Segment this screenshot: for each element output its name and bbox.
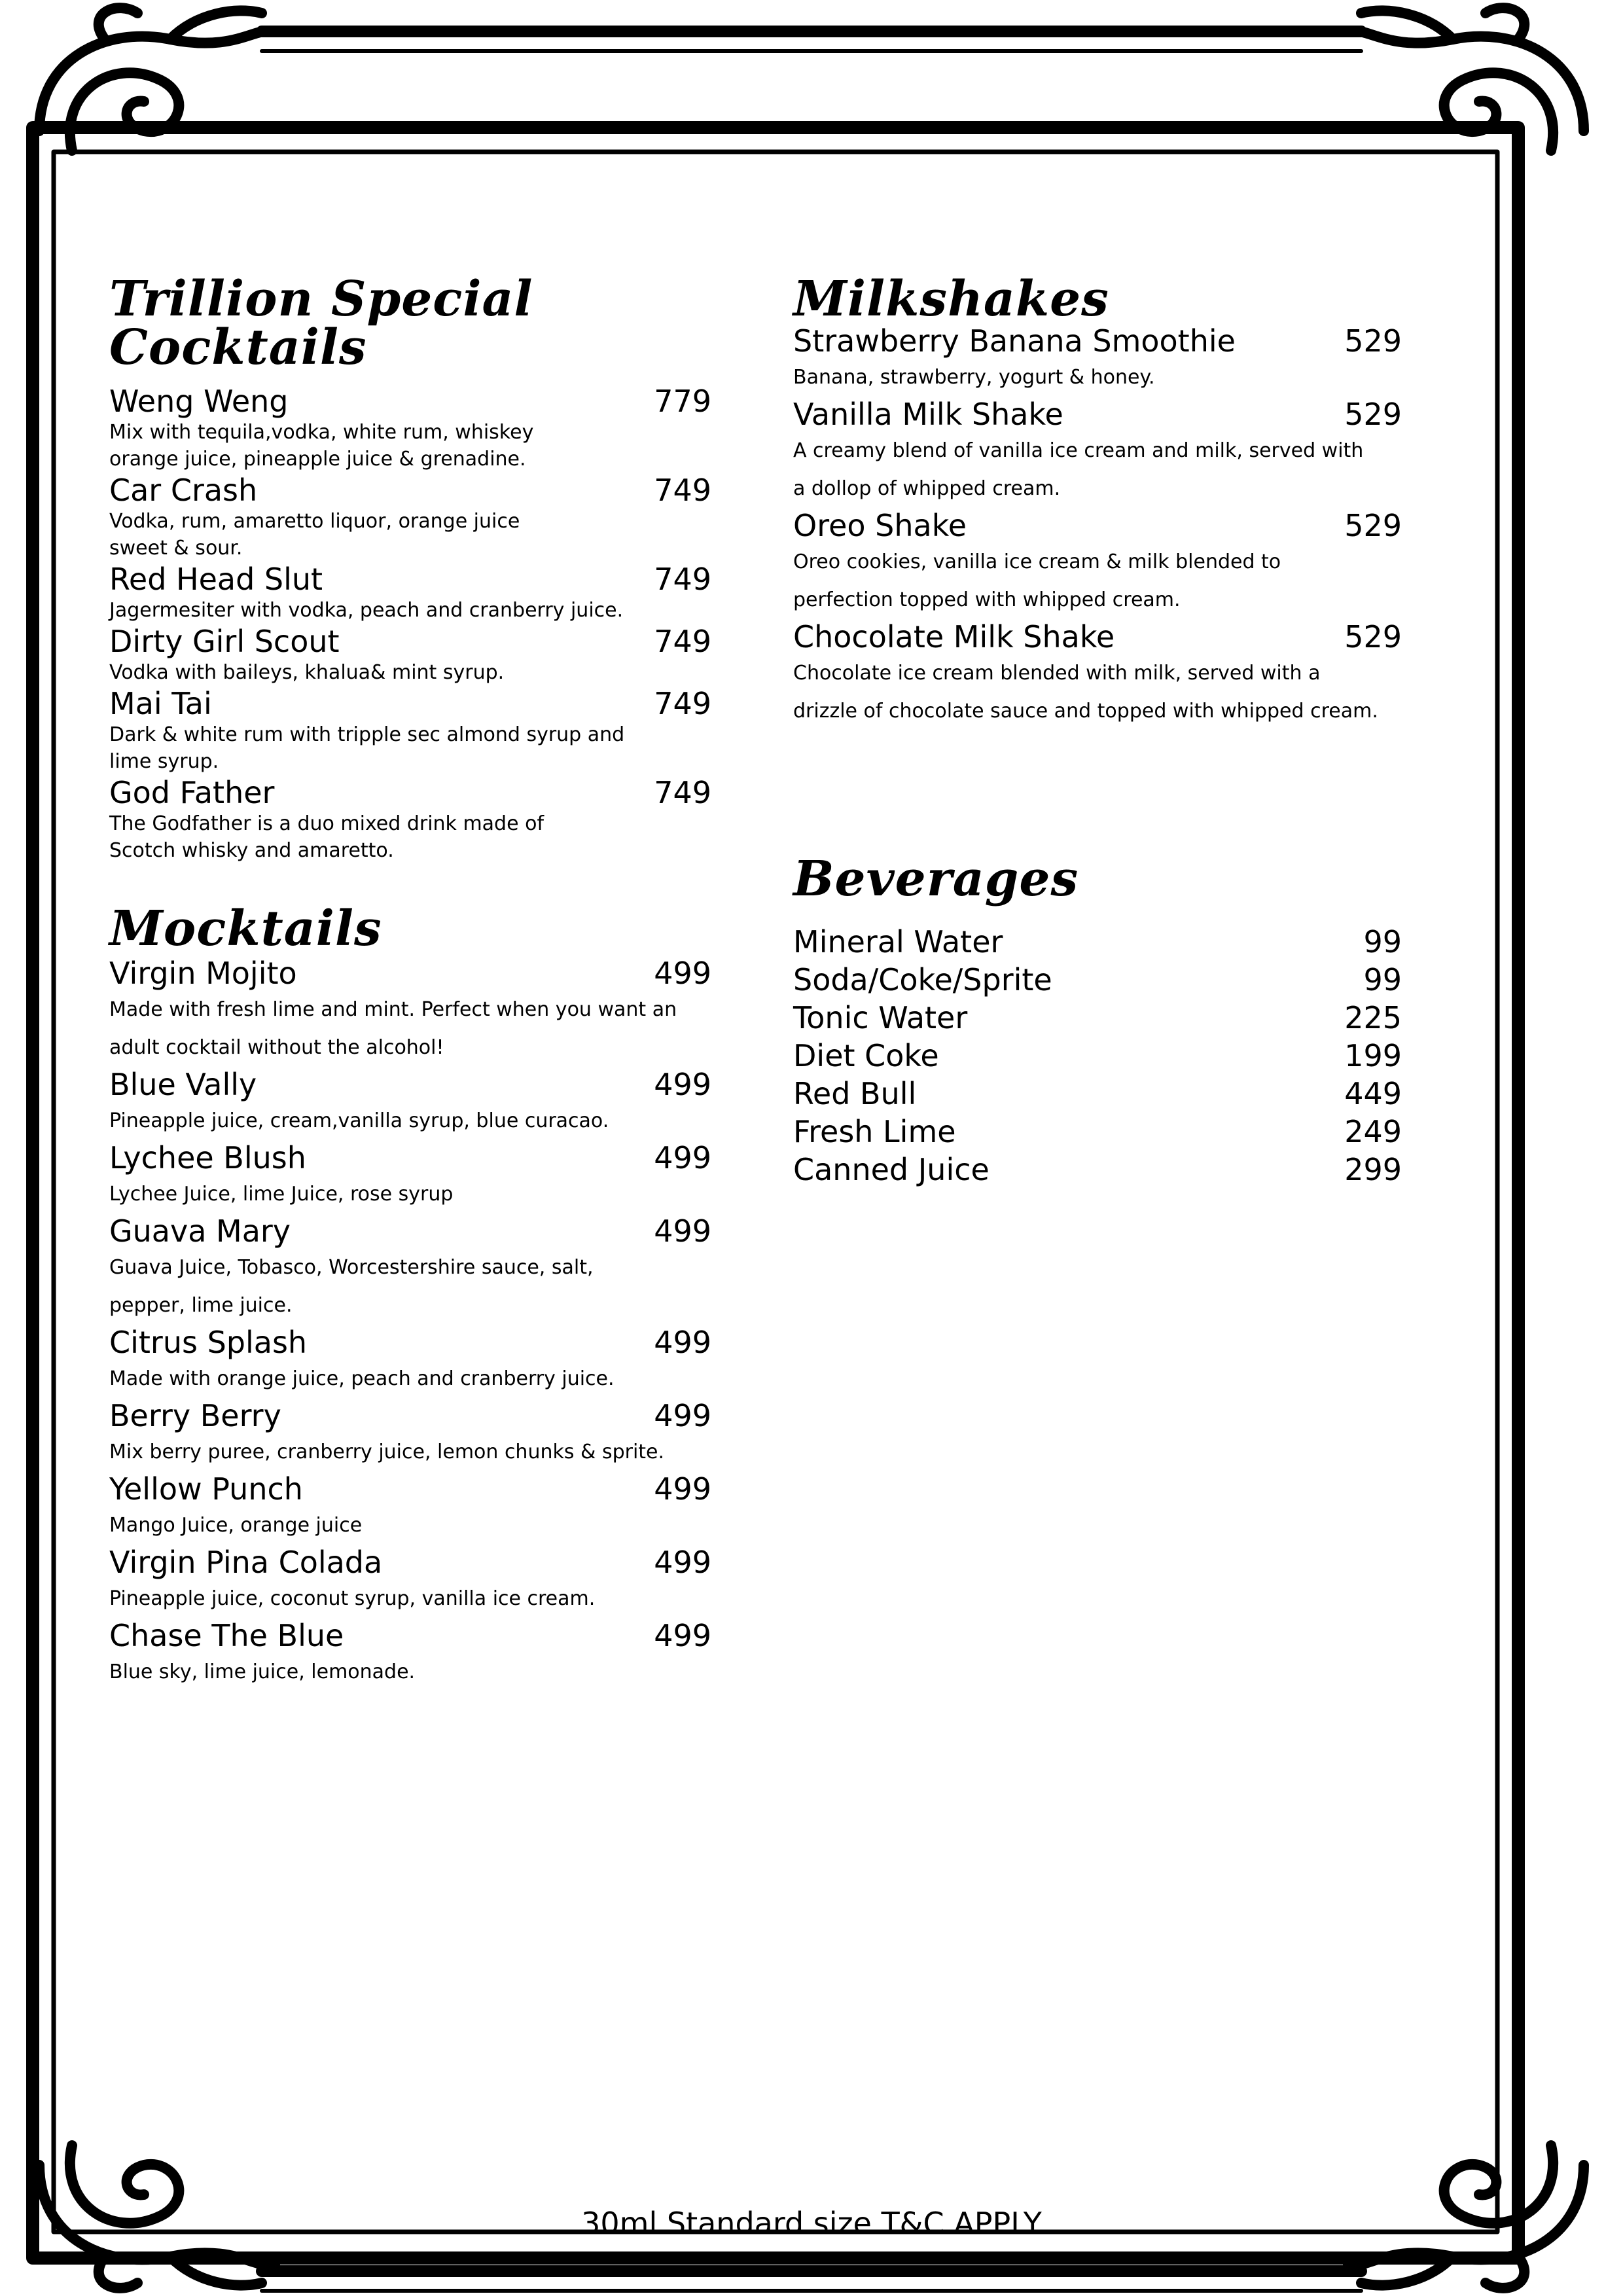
item-description: Oreo cookies, vanilla ice cream & milk blended to	[793, 550, 1281, 573]
item-description: Vodka with baileys, khalua& mint syrup.	[109, 661, 505, 684]
item-description: Made with fresh lime and mint. Perfect when you want an	[109, 998, 677, 1021]
item-name: Mai Tai	[109, 686, 212, 721]
item-name: Dirty Girl Scout	[109, 624, 340, 659]
item-price: 499	[654, 1471, 711, 1507]
menu-item	[109, 562, 711, 624]
item-price: 749	[654, 686, 711, 721]
menu-item-header	[109, 562, 711, 597]
menu-item-header	[793, 323, 1402, 359]
menu-item-header	[109, 956, 711, 991]
menu-item	[109, 473, 711, 562]
milkshakes-section	[793, 271, 1402, 730]
beverage-price: 99	[1363, 924, 1402, 960]
item-name: Oreo Shake	[793, 508, 967, 543]
beverage-name: Tonic Water	[793, 1000, 968, 1035]
menu-item-header	[109, 1545, 711, 1580]
menu-item-header	[109, 1398, 711, 1433]
item-name: Virgin Mojito	[109, 956, 297, 991]
menu-item-header	[109, 1140, 711, 1175]
menu-item	[109, 1398, 711, 1471]
item-name: Citrus Splash	[109, 1325, 308, 1360]
item-description: Mix with tequila,vodka, white rum, whiskey	[109, 421, 534, 444]
item-name: Red Head Slut	[109, 562, 323, 597]
item-name: Berry Berry	[109, 1398, 281, 1433]
item-name: Strawberry Banana Smoothie	[793, 323, 1236, 359]
beverage-price: 299	[1344, 1152, 1402, 1187]
item-description: Scotch whisky and amaretto.	[109, 839, 394, 862]
beverage-row	[793, 1151, 1402, 1189]
item-price: 749	[654, 562, 711, 597]
beverages-list	[793, 923, 1402, 1189]
item-price: 749	[654, 624, 711, 659]
menu-item	[109, 775, 711, 864]
beverage-name: Canned Juice	[793, 1152, 990, 1187]
item-description: sweet & sour.	[109, 537, 243, 560]
menu-item	[109, 1471, 711, 1545]
menu-item-header	[109, 775, 711, 810]
section-title-mocktails: Mocktails	[109, 901, 382, 957]
menu-item-header	[793, 397, 1402, 432]
menu-item-header	[109, 1213, 711, 1249]
menu-item	[109, 1618, 711, 1691]
item-description: Mix berry puree, cranberry juice, lemon chunks & sprite.	[109, 1441, 665, 1463]
item-price: 779	[654, 384, 711, 419]
menu-item	[109, 686, 711, 775]
menu-item	[109, 1325, 711, 1398]
item-price: 499	[654, 1398, 711, 1433]
item-description: Jagermesiter with vodka, peach and cranberry juice.	[109, 599, 624, 622]
beverage-name: Fresh Lime	[793, 1114, 956, 1149]
beverage-price: 225	[1344, 1000, 1402, 1035]
item-description: A creamy blend of vanilla ice cream and milk, served with	[793, 439, 1364, 462]
item-name: Yellow Punch	[109, 1471, 303, 1507]
item-description: Chocolate ice cream blended with milk, served with a	[793, 662, 1321, 685]
beverage-price: 249	[1344, 1114, 1402, 1149]
menu-item-header	[109, 624, 711, 659]
item-name: Lychee Blush	[109, 1140, 306, 1175]
item-name: Car Crash	[109, 473, 258, 508]
item-name: God Father	[109, 775, 275, 810]
menu-item	[793, 323, 1402, 397]
item-name: Weng Weng	[109, 384, 289, 419]
item-price: 529	[1344, 323, 1402, 359]
beverage-price: 99	[1363, 962, 1402, 997]
item-price: 749	[654, 473, 711, 508]
menu-item-header	[109, 1325, 711, 1360]
menu-item	[109, 956, 711, 1067]
section-title-beverages: Beverages	[793, 851, 1079, 907]
beverage-name: Mineral Water	[793, 924, 1003, 960]
item-description: Blue sky, lime juice, lemonade.	[109, 1660, 416, 1683]
item-description: a dollop of whipped cream.	[793, 477, 1061, 500]
item-description: Vodka, rum, amaretto liquor, orange juice	[109, 510, 520, 533]
beverage-name: Red Bull	[793, 1076, 917, 1111]
menu-item-header	[109, 1471, 711, 1507]
menu-item	[109, 1140, 711, 1213]
item-name: Chocolate Milk Shake	[793, 619, 1115, 655]
cocktails-list	[109, 384, 711, 864]
item-description: perfection topped with whipped cream.	[793, 588, 1181, 611]
menu-item-header	[793, 619, 1402, 655]
item-name: Chase The Blue	[109, 1618, 344, 1653]
menu-item-header	[109, 1067, 711, 1102]
mocktails-section	[109, 901, 711, 1691]
milkshakes-list	[793, 323, 1402, 730]
item-name: Vanilla Milk Shake	[793, 397, 1063, 432]
item-description: Made with orange juice, peach and cranberry juice.	[109, 1367, 615, 1390]
item-price: 499	[654, 1140, 711, 1175]
item-description: Guava Juice, Tobasco, Worcestershire sauce, salt,	[109, 1256, 594, 1279]
item-description: orange juice, pineapple juice & grenadine.	[109, 448, 526, 471]
item-price: 499	[654, 1213, 711, 1249]
item-description: The Godfather is a duo mixed drink made of	[109, 812, 544, 835]
beverage-row	[793, 1113, 1402, 1151]
menu-item	[109, 1545, 711, 1618]
item-price: 529	[1344, 619, 1402, 655]
beverage-price: 449	[1344, 1076, 1402, 1111]
section-title-milkshakes: Milkshakes	[793, 271, 1109, 327]
beverage-row	[793, 1075, 1402, 1113]
menu-item	[793, 508, 1402, 619]
item-description: Dark & white rum with tripple sec almond syrup and	[109, 723, 625, 746]
beverages-section	[793, 851, 1402, 1189]
right-column	[793, 271, 1402, 1189]
item-description: Mango Juice, orange juice	[109, 1514, 363, 1537]
menu-item-header	[109, 1618, 711, 1653]
menu-item	[109, 384, 711, 473]
item-description: Banana, strawberry, yogurt & honey.	[793, 366, 1155, 389]
cocktails-section	[109, 271, 711, 864]
beverage-name: Diet Coke	[793, 1038, 939, 1073]
item-description: pepper, lime juice.	[109, 1294, 293, 1317]
item-name: Virgin Pina Colada	[109, 1545, 383, 1580]
item-description: drizzle of chocolate sauce and topped with whipped cream.	[793, 700, 1378, 723]
beverage-row	[793, 923, 1402, 961]
beverage-row	[793, 961, 1402, 999]
menu-item	[109, 1067, 711, 1140]
section-title-cocktails: Trillion Special Cocktails	[109, 271, 533, 376]
menu-item-header	[109, 384, 711, 419]
beverage-name: Soda/Coke/Sprite	[793, 962, 1052, 997]
item-price: 499	[654, 1325, 711, 1360]
menu-item-header	[109, 686, 711, 721]
item-description: Pineapple juice, cream,vanilla syrup, blue curacao.	[109, 1109, 609, 1132]
menu-item	[793, 619, 1402, 730]
footer-note: 30ml Standard size T&C APPLY	[581, 2206, 1042, 2241]
menu-item	[109, 1213, 711, 1325]
item-description: Lychee Juice, lime Juice, rose syrup	[109, 1183, 454, 1206]
item-name: Guava Mary	[109, 1213, 291, 1249]
item-price: 529	[1344, 508, 1402, 543]
menu-item-header	[793, 508, 1402, 543]
mocktails-list	[109, 956, 711, 1691]
item-description: adult cocktail without the alcohol!	[109, 1036, 444, 1059]
item-price: 499	[654, 956, 711, 991]
item-description: Pineapple juice, coconut syrup, vanilla ice cream.	[109, 1587, 596, 1610]
item-price: 529	[1344, 397, 1402, 432]
beverage-row	[793, 999, 1402, 1037]
item-name: Blue Vally	[109, 1067, 257, 1102]
item-description: lime syrup.	[109, 750, 219, 773]
beverage-row	[793, 1037, 1402, 1075]
item-price: 499	[654, 1618, 711, 1653]
beverage-price: 199	[1344, 1038, 1402, 1073]
menu-item-header	[109, 473, 711, 508]
item-price: 499	[654, 1067, 711, 1102]
item-price: 749	[654, 775, 711, 810]
left-column	[109, 271, 711, 1691]
menu-item	[793, 397, 1402, 508]
menu-item	[109, 624, 711, 686]
item-price: 499	[654, 1545, 711, 1580]
